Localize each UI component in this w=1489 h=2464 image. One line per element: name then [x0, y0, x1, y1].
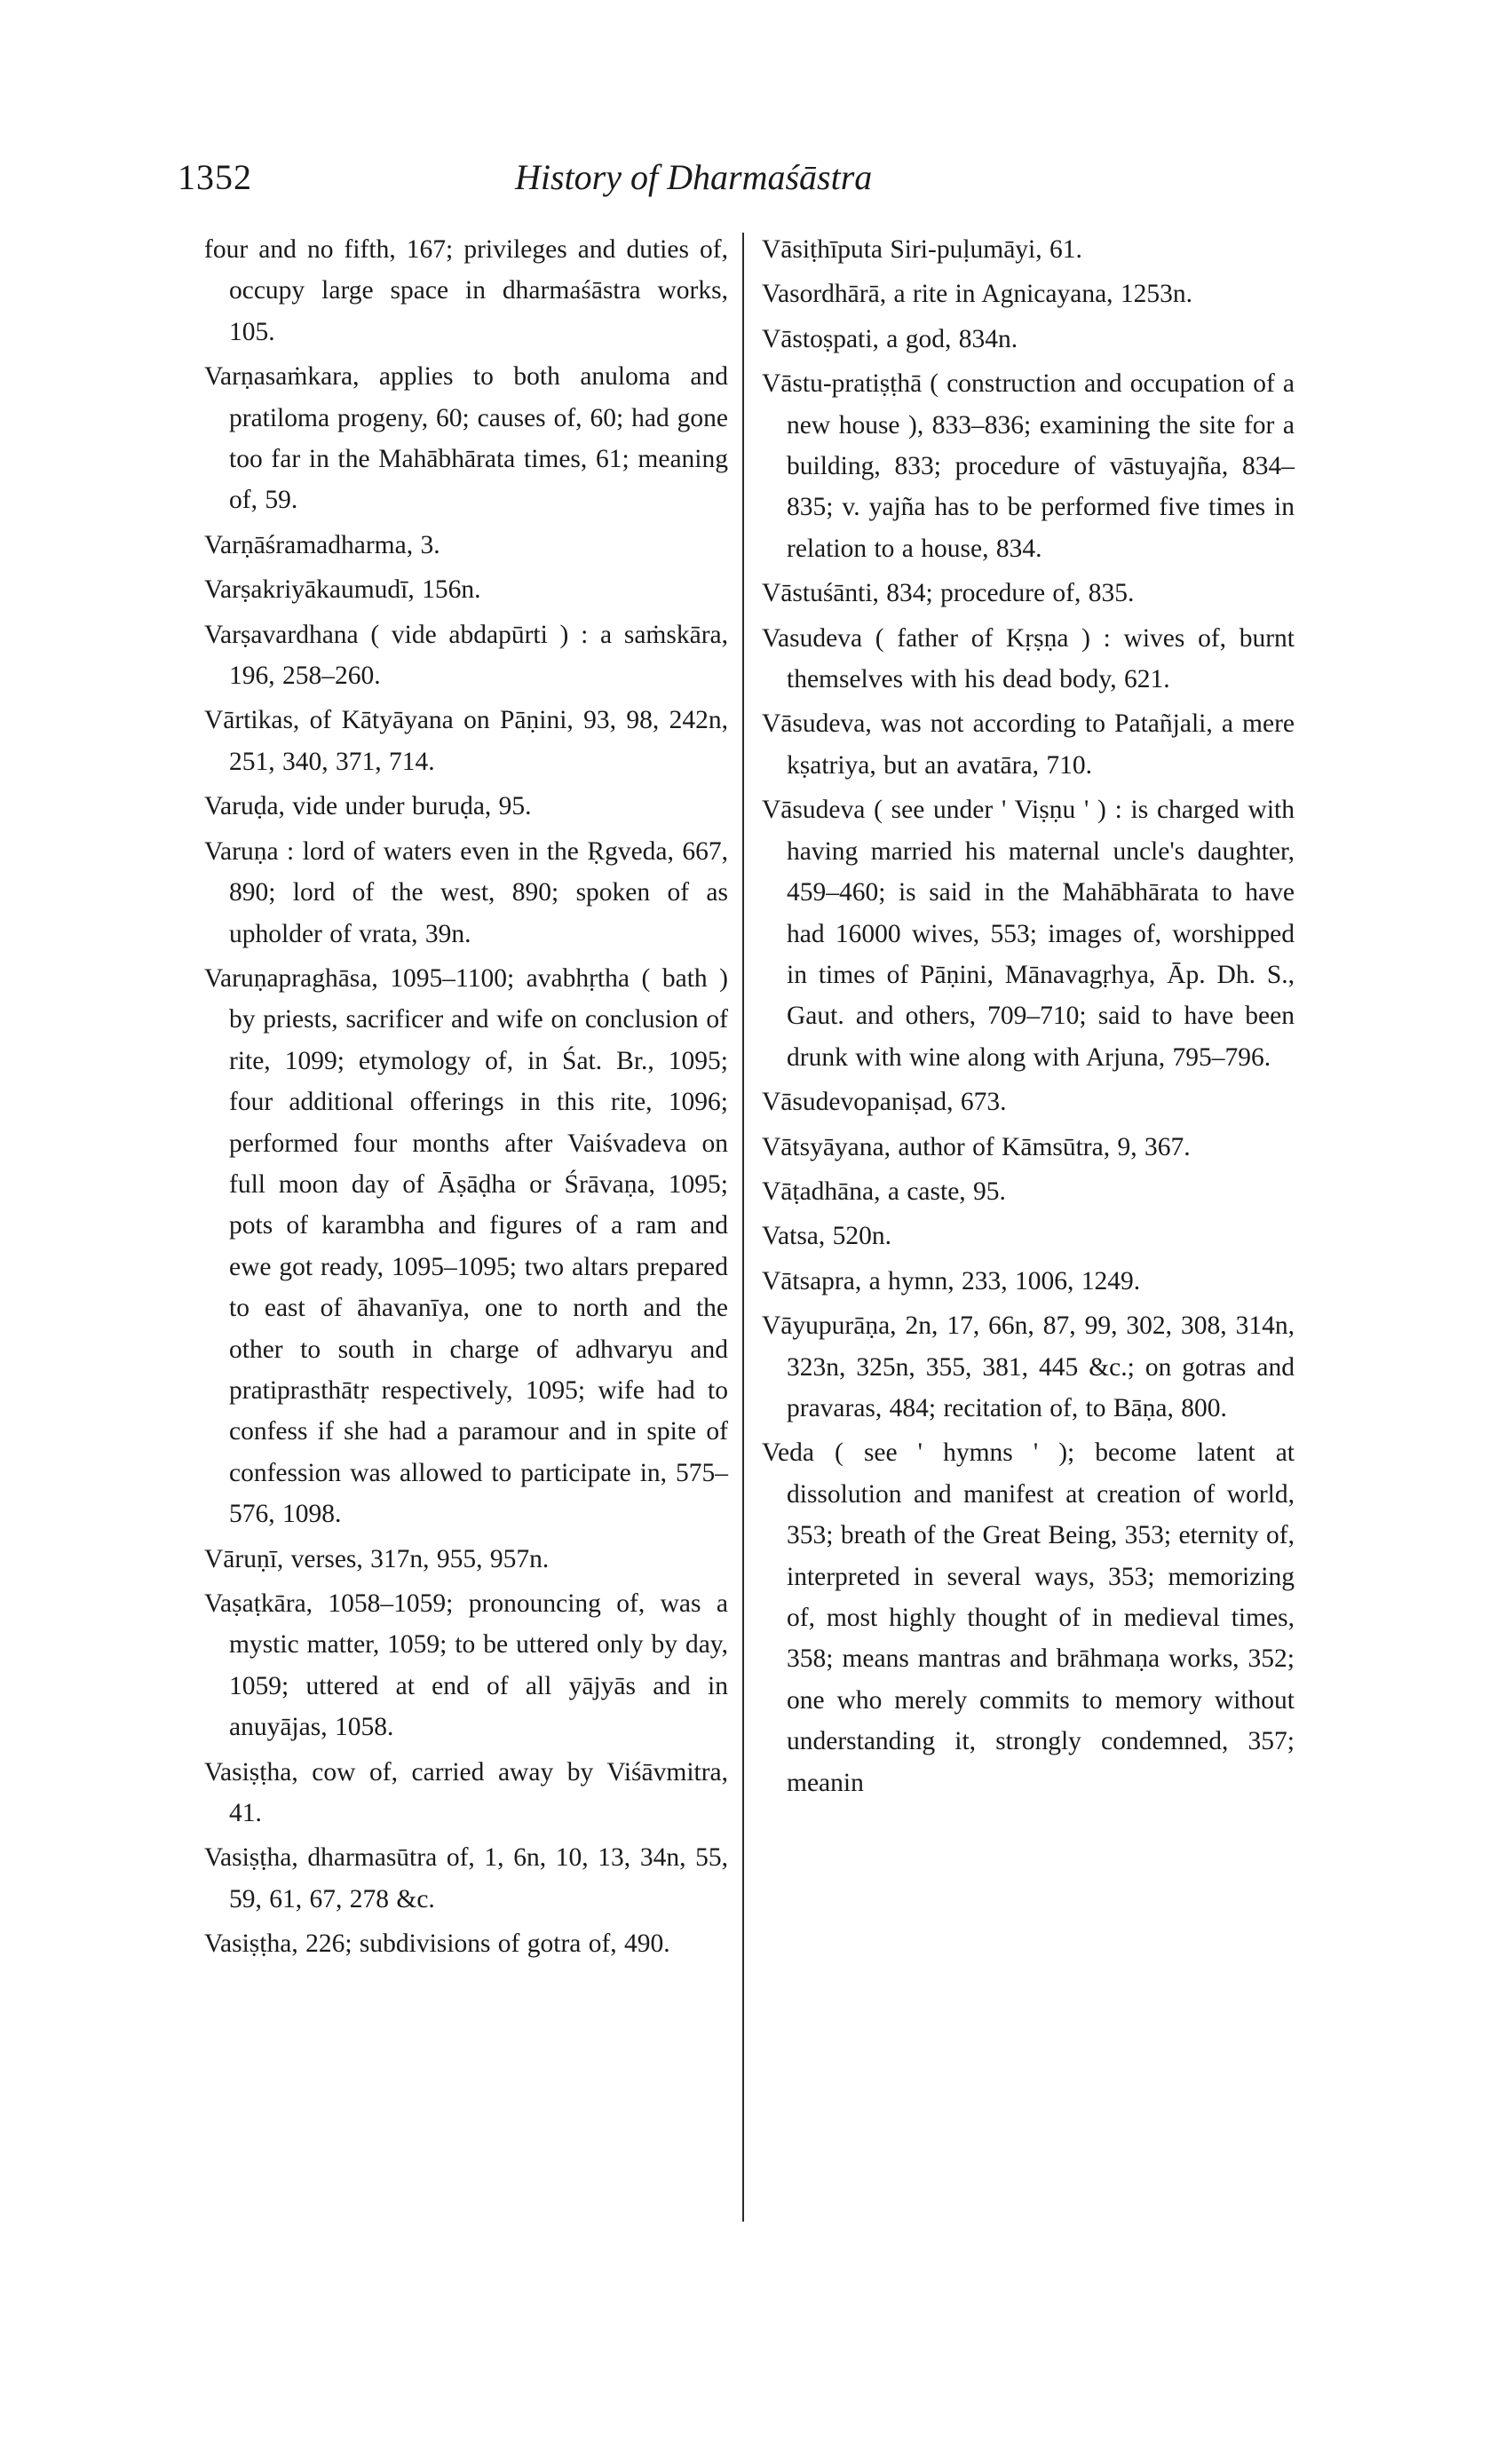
index-entry: Vāsudeva, was not according to Patañjali, a mere kṣatriya, but an avatāra, 710.	[762, 709, 1295, 780]
index-entry: Vasiṣṭha, dharmasūtra of, 1, 6n, 10, 13, 34n, 55, 59, 61, 67, 278 &c.	[204, 1843, 728, 1913]
index-entry: Vasudeva ( father of Kṛṣṇa ) : wives of, burnt themselves with his dead body, 621.	[762, 623, 1295, 694]
index-entry: Varuṇapraghāsa, 1095–1100; avabhṛtha ( bath ) by priests, sacrificer and wife on conclusion of rite, 1099; etymology of, in Śat. Br., 1095; four additional offerings in this rite, 1096; performed four months after Vaiśvadeva on full moon day of Āṣāḍha or Śrāvaṇa, 1095; pots of karambha and figures of a ram and ewe got ready, 1095–1095; two altars prepared to east of āhavanīya, one to north and the other to south in charge of adhvaryu and pratiprasthātṛ respectively, 1095; wife had to confess if she had a paramour and in spite of confession was allowed to participate in, 575–576, 1098.	[204, 963, 728, 1529]
index-entry: Vārtikas, of Kātyāyana on Pāṇini, 93, 98, 242n, 251, 340, 371, 714.	[204, 706, 728, 776]
index-column-right	[762, 229, 1295, 1807]
index-entry: Vāstu-pratiṣṭhā ( construction and occupation of a new house ), 833–836; examining the site for a building, 833; procedure of vāstuyajña, 834–835; v. yajña has to be performed five times in relation to a house, 834.	[762, 369, 1295, 563]
index-entry: Vasiṣṭha, 226; subdivisions of gotra of, 490.	[204, 1929, 670, 1959]
index-entry: Vāstuśānti, 834; procedure of, 835.	[762, 579, 1135, 608]
index-entry: Vāsudevopaniṣad, 673.	[762, 1088, 1007, 1117]
index-entry: Vasordhārā, a rite in Agnicayana, 1253n.	[762, 280, 1193, 309]
index-entry: Varṇasaṁkara, applies to both anuloma and pratiloma progeny, 60; causes of, 60; had gone too far in the Mahābhārata times, 61; meaning of, 59.	[204, 362, 728, 515]
index-entry: Vaṣaṭkāra, 1058–1059; pronouncing of, was a mystic matter, 1059; to be uttered only by day, 1059; uttered at end of all yājyās and in anuyājas, 1058.	[204, 1589, 728, 1742]
index-entry: four and no fifth, 167; privileges and duties of, occupy large space in dharmaśāstra works, 105.	[204, 235, 728, 346]
index-entry: Varuṇa : lord of waters even in the Ṛgveda, 667, 890; lord of the west, 890; spoken of as upholder of vrata, 39n.	[204, 836, 728, 948]
index-entry: Varṇāśramadharma, 3.	[204, 530, 440, 559]
page-number: 1352	[178, 157, 252, 197]
index-entry: Vāyupurāṇa, 2n, 17, 66n, 87, 99, 302, 308, 314n, 323n, 325n, 355, 381, 445 &c.; on gotras and pravaras, 484; recitation of, to Bāṇa, 800.	[762, 1311, 1295, 1422]
index-entry: Vāstoṣpati, a god, 834n.	[762, 324, 1018, 353]
index-entry: Vāṭadhāna, a caste, 95.	[762, 1177, 1006, 1206]
index-entry: Varṣavardhana ( vide abdapūrti ) : a saṁskāra, 196, 258–260.	[204, 620, 728, 691]
index-column-left	[204, 229, 728, 1969]
index-entry: Vāsudeva ( see under ' Viṣṇu ' ) : is charged with having married his maternal uncle's daughter, 459–460; is said in the Mahābhārata to have had 16000 wives, 553; images of, worshipped in times of Pāṇini, Mānavagṛhya, Āp. Dh. S., Gaut. and others, 709–710; said to have been drunk with wine along with Arjuna, 795–796.	[762, 796, 1295, 1072]
index-entry: Vatsa, 520n.	[762, 1222, 892, 1251]
index-entry: Vāruṇī, verses, 317n, 955, 957n.	[204, 1544, 550, 1573]
index-entry: Vasiṣṭha, cow of, carried away by Viśāvmitra, 41.	[204, 1757, 728, 1828]
column-divider	[742, 233, 744, 2222]
index-entry: Varṣakriyākaumudī, 156n.	[204, 575, 481, 605]
index-entry: Varuḍa, vide under buruḍa, 95.	[204, 792, 532, 821]
index-entry: Veda ( see ' hymns ' ); become latent at dissolution and manifest at creation of world, 353; breath of the Great Being, 353; eternity of, interpreted in several ways, 353; memorizing of, most highly thought of in medieval times, 358; means mantras and brāhmaṇa works, 352; one who merely commits to memory without understanding it, strongly condemned, 357; meanin	[762, 1438, 1295, 1797]
index-entry: Vātsyāyana, author of Kāmsūtra, 9, 367.	[762, 1132, 1191, 1161]
running-head: History of Dharmaśāstra	[515, 157, 873, 197]
index-entry: Vātsapra, a hymn, 233, 1006, 1249.	[762, 1266, 1141, 1295]
index-entry: Vāsiṭhīputa Siri-puḷumāyi, 61.	[762, 235, 1082, 264]
